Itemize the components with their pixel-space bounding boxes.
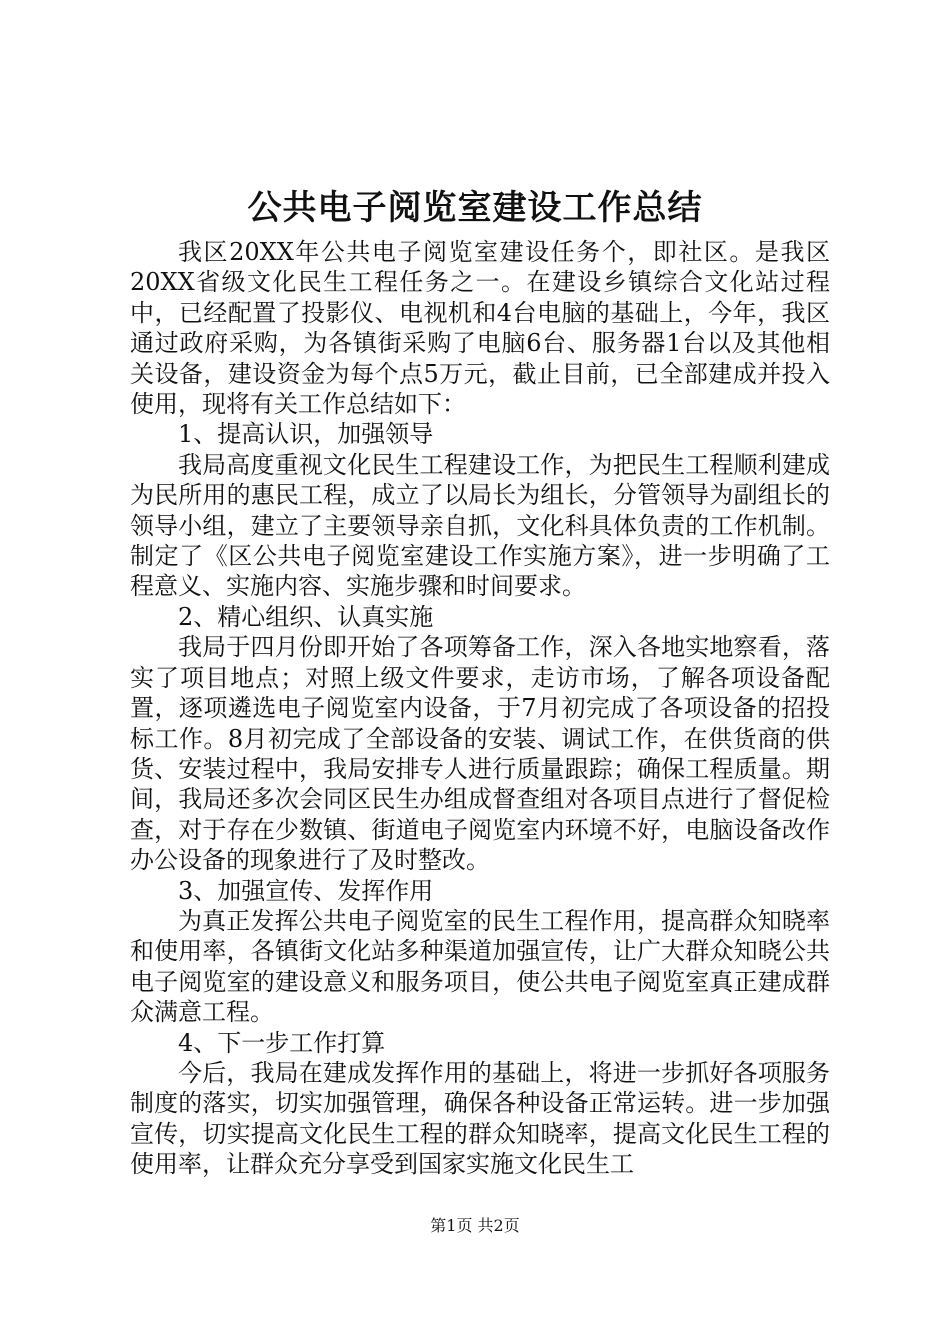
intro-paragraph: 我区20XX年公共电子阅览室建设任务个，即社区。是我区20XX省级文化民生工程任务之一。在建设乡镇综合文化站过程中，已经配置了投影仪、电视机和4台电脑的基础上，今年，我区通过政府采购，为各镇街采购了电脑6台、服务器1台以及其他相关设备，建设资金为每个点5万元，截止目前，已全部建成并投入使用，现将有关工作总结如下：	[130, 238, 830, 419]
section-paragraph-1: 我局高度重视文化民生工程建设工作，为把民生工程顺利建成为民所用的惠民工程，成立了以局长为组长，分管领导为副组长的领导小组，建立了主要领导亲自抓，文化科具体负责的工作机制。制定了《区公共电子阅览室建设工作实施方案》，进一步明确了工程意义、实施内容、实施步骤和时间要求。	[130, 450, 830, 601]
document-title: 公共电子阅览室建设工作总结	[247, 188, 703, 228]
section-paragraph-3: 为真正发挥公共电子阅览室的民生工程作用，提高群众知晓率和使用率，各镇街文化站多种渠道加强宣传，让广大群众知晓公共电子阅览室的建设意义和服务项目，使公共电子阅览室真正建成群众满意工程。	[130, 906, 830, 1027]
section-heading-2: 2、精心组织、认真实施	[178, 602, 434, 631]
section-heading-1: 1、提高认识，加强领导	[178, 420, 434, 449]
section-paragraph-2: 我局于四月份即开始了各项筹备工作，深入各地实地察看，落实了项目地点；对照上级文件要求，走访市场，了解各项设备配置，逐项遴选电子阅览室内设备，于7月初完成了各项设备的招投标工作。8月初完成了全部设备的安装、调试工作，在供货商的供货、安装过程中，我局安排专人进行质量跟踪；确保工程质量。期间，我局还多次会同区民生办组成督查组对各项目点进行了督促检查，对于存在少数镇、街道电子阅览室内环境不好，电脑设备改作办公设备的现象进行了及时整改。	[130, 633, 830, 875]
page-footer: 第1页 共2页	[430, 1216, 520, 1235]
section-paragraph-4: 今后，我局在建成发挥作用的基础上，将进一步抓好各项服务制度的落实，切实加强管理，确保各种设备正常运转。进一步加强宣传，切实提高文化民生工程的群众知晓率，提高文化民生工程的使用率，让群众充分享受到国家实施文化民生工	[130, 1058, 830, 1179]
section-heading-4: 4、下一步工作打算	[178, 1028, 386, 1057]
document-body	[130, 237, 830, 1180]
section-heading-3: 3、加强宣传、发挥作用	[178, 876, 434, 905]
